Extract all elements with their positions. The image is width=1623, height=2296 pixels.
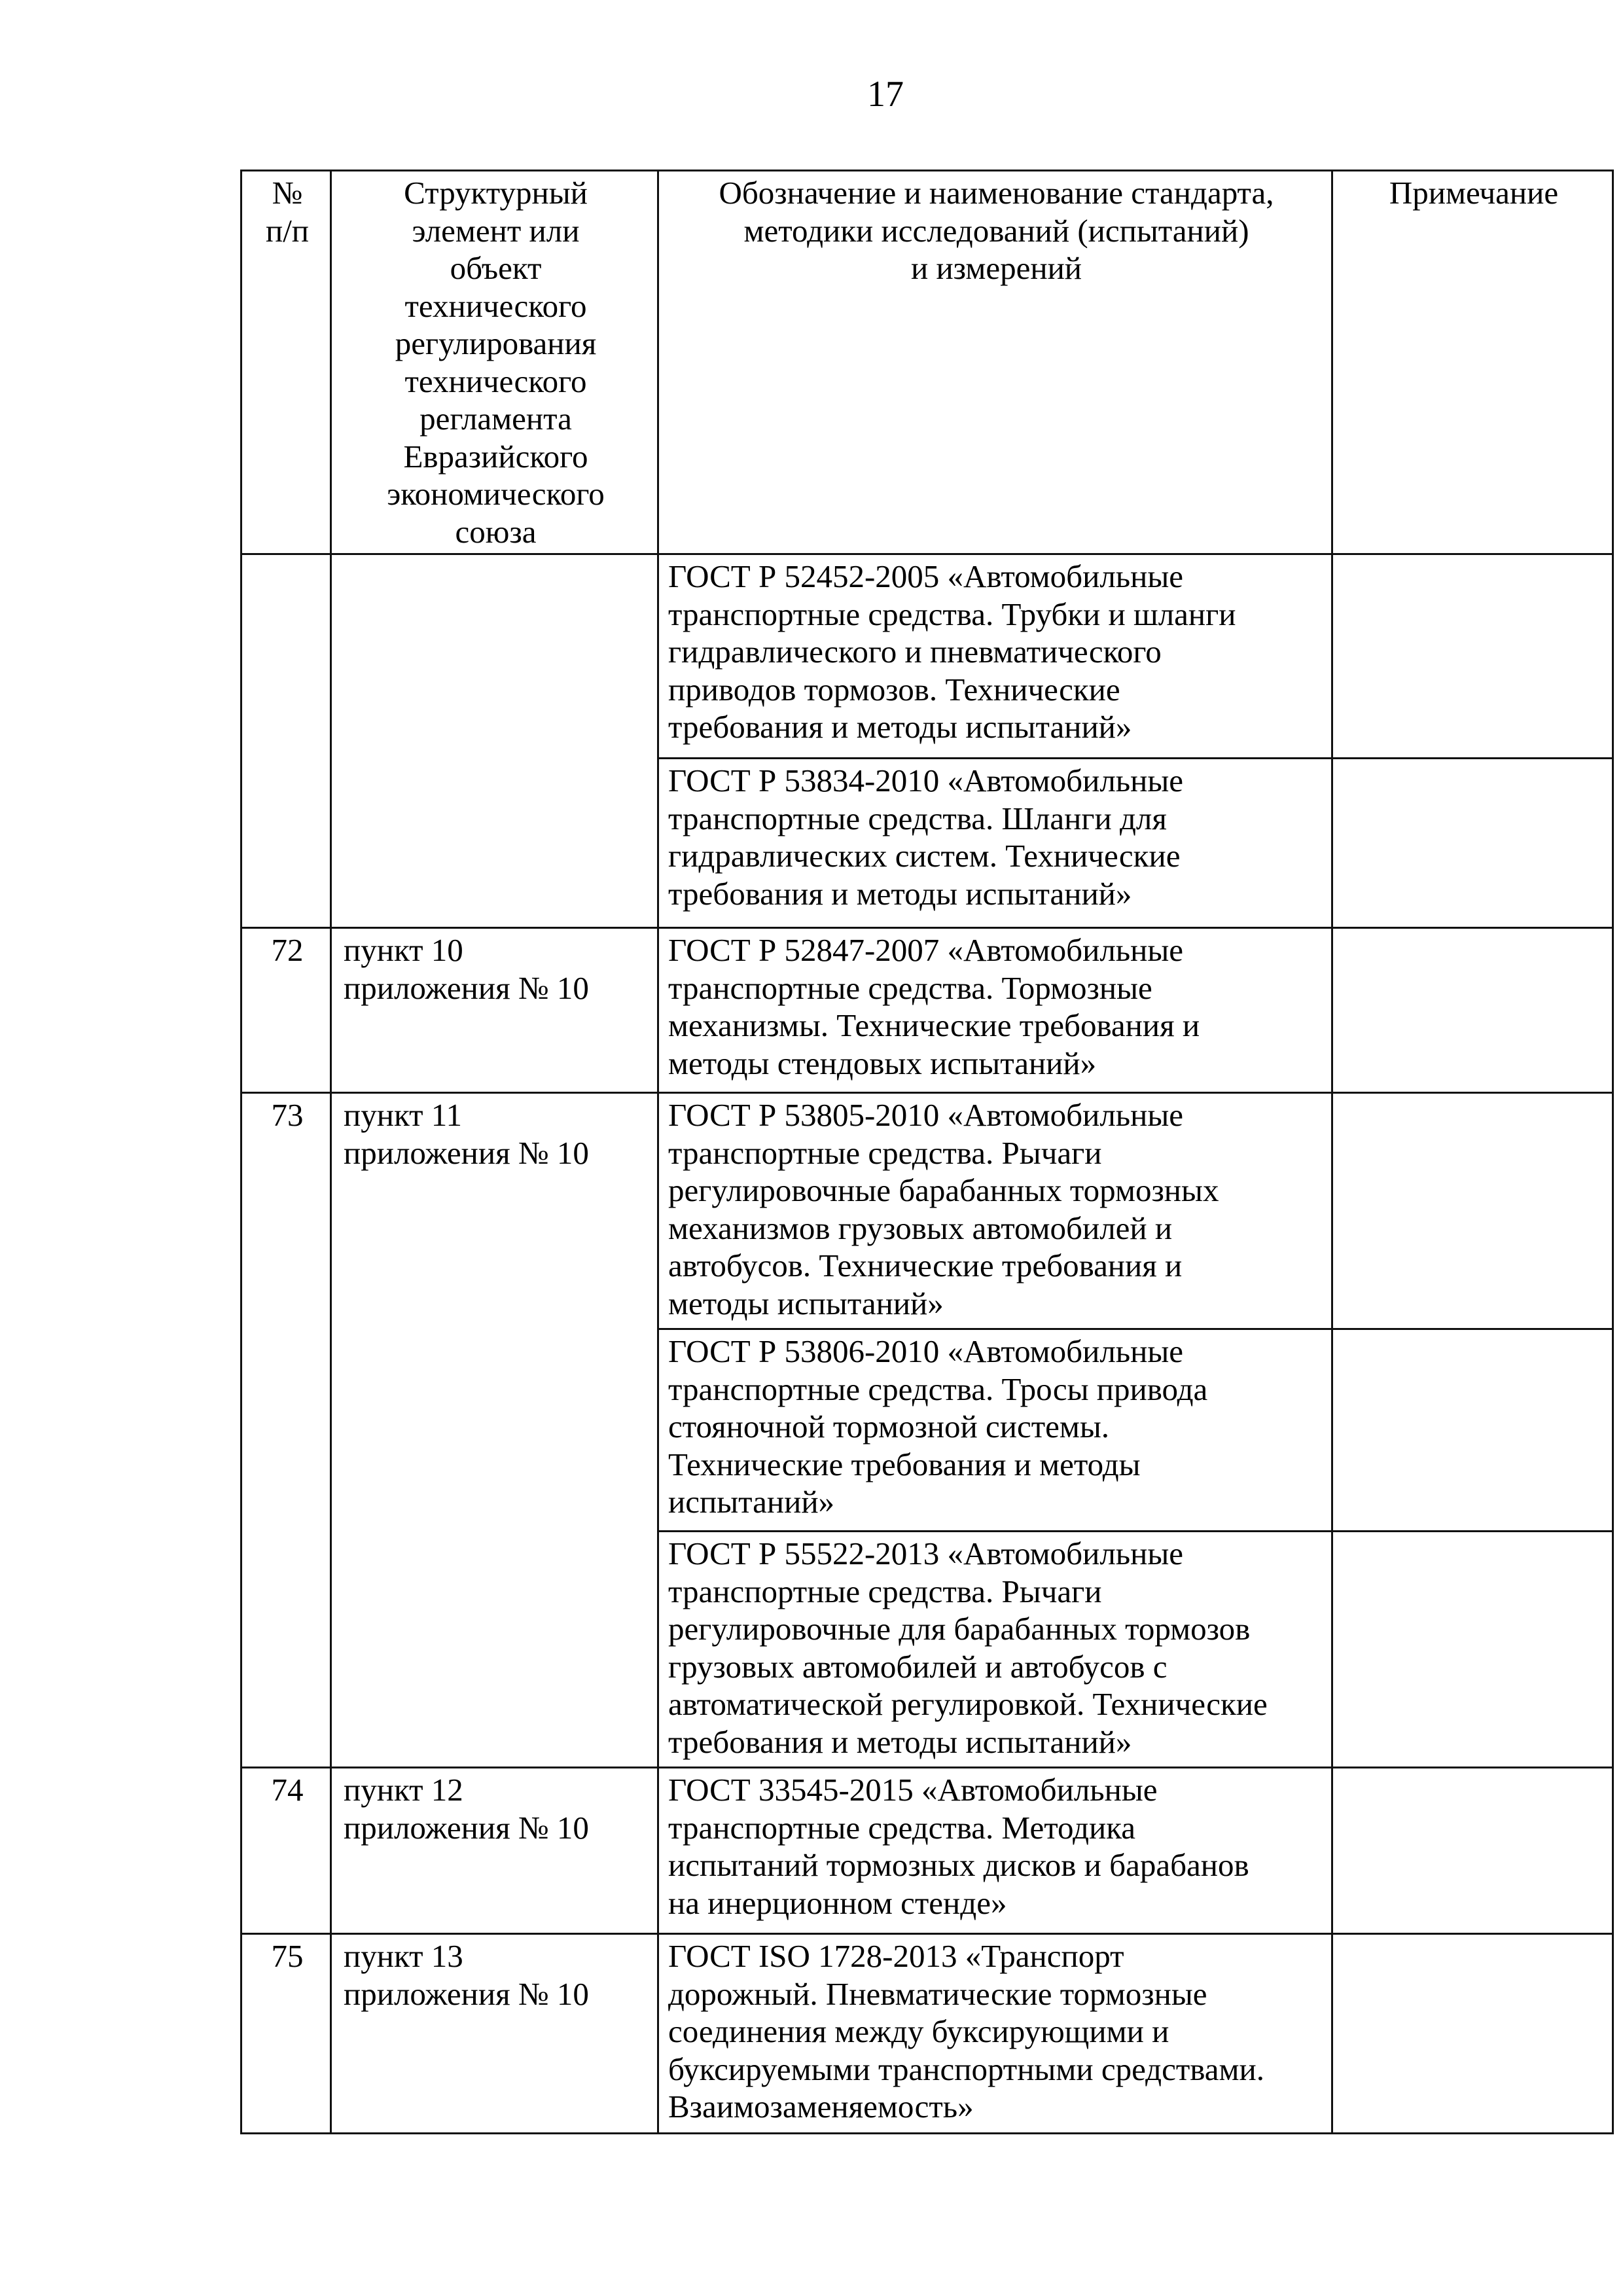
row-standard: ГОСТ Р 53806-2010 «Автомобильные транспортные средства. Тросы привода стояночной тормозной системы. Технические требования и методы испытаний» <box>658 1329 1332 1532</box>
row-element <box>331 554 658 928</box>
row-note <box>1332 1768 1613 1934</box>
standards-table <box>240 170 1614 2134</box>
row-element: пункт 13 приложения № 10 <box>331 1934 658 2134</box>
row-element: пункт 12 приложения № 10 <box>331 1768 658 1934</box>
row-standard: ГОСТ Р 52847-2007 «Автомобильные транспортные средства. Тормозные механизмы. Технические требования и методы стендовых испытаний» <box>658 928 1332 1093</box>
row-num <box>241 554 331 928</box>
row-standard: ГОСТ Р 55522-2013 «Автомобильные транспортные средства. Рычаги регулировочные для барабанных тормозов грузовых автомобилей и автобусов с автоматической регулировкой. Технические требования и методы испытаний» <box>658 1532 1332 1768</box>
table-row <box>241 1768 1613 1934</box>
row-standard: ГОСТ 33545-2015 «Автомобильные транспортные средства. Методика испытаний тормозных дисков и барабанов на инерционном стенде» <box>658 1768 1332 1934</box>
row-standard: ГОСТ Р 53805-2010 «Автомобильные транспортные средства. Рычаги регулировочные барабанных тормозных механизмов грузовых автомобилей и автобусов. Технические требования и методы испытаний» <box>658 1093 1332 1329</box>
row-num: 72 <box>241 928 331 1093</box>
row-element: пункт 10 приложения № 10 <box>331 928 658 1093</box>
row-num: 75 <box>241 1934 331 2134</box>
row-note <box>1332 759 1613 928</box>
row-element: пункт 11 приложения № 10 <box>331 1093 658 1768</box>
table-row <box>241 928 1613 1093</box>
table-row <box>241 1093 1613 1329</box>
row-note <box>1332 1329 1613 1532</box>
row-note <box>1332 1093 1613 1329</box>
row-standard: ГОСТ Р 53834-2010 «Автомобильные транспортные средства. Шланги для гидравлических систем. Технические требования и методы испытаний» <box>658 759 1332 928</box>
header-element: Структурный элемент или объект технического регулирования технического регламента Евразийского экономического союза <box>331 171 658 554</box>
header-num: № п/п <box>241 171 331 554</box>
row-note <box>1332 1934 1613 2134</box>
row-num: 74 <box>241 1768 331 1934</box>
row-note <box>1332 554 1613 759</box>
header-standard: Обозначение и наименование стандарта, методики исследований (испытаний) и измерений <box>658 171 1332 554</box>
table-row <box>241 554 1613 759</box>
header-note: Примечание <box>1332 171 1613 554</box>
row-note <box>1332 928 1613 1093</box>
row-note <box>1332 1532 1613 1768</box>
page-number: 17 <box>867 74 904 115</box>
row-standard: ГОСТ Р 52452-2005 «Автомобильные транспортные средства. Трубки и шланги гидравлического и пневматического приводов тормозов. Технические требования и методы испытаний» <box>658 554 1332 759</box>
table-row <box>241 1934 1613 2134</box>
table-header-row <box>241 171 1613 554</box>
row-standard: ГОСТ ISO 1728-2013 «Транспорт дорожный. Пневматические тормозные соединения между буксирующими и буксируемыми транспортными средствами. Взаимозаменяемость» <box>658 1934 1332 2134</box>
row-num: 73 <box>241 1093 331 1768</box>
